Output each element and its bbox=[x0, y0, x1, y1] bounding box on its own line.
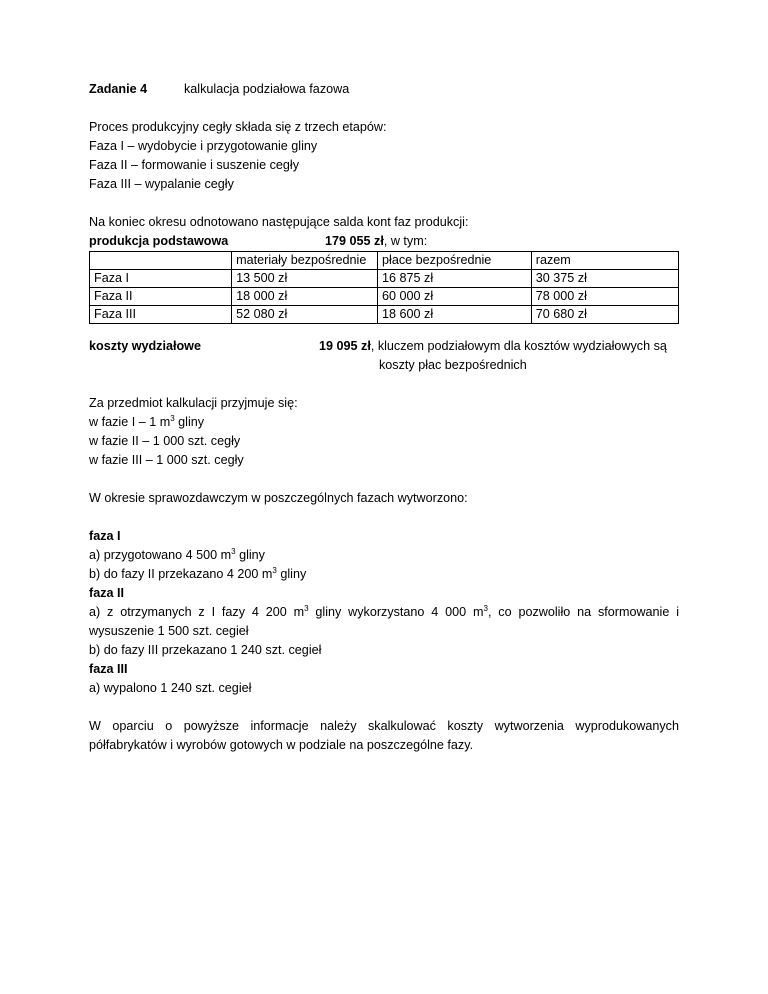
intro-line: Faza II – formowanie i suszenie cegły bbox=[89, 158, 299, 172]
document-page bbox=[89, 80, 679, 755]
phase-item: b) do fazy III przekazano 1 240 szt. cegieł bbox=[89, 643, 322, 657]
table-header-cell: razem bbox=[531, 252, 678, 270]
overhead-label: koszty wydziałowe bbox=[89, 339, 201, 353]
table-row bbox=[90, 306, 679, 324]
table-cell: 70 680 zł bbox=[531, 306, 678, 324]
table-header-cell: płace bezpośrednie bbox=[378, 252, 532, 270]
table-row bbox=[90, 270, 679, 288]
overhead-text: , kluczem podziałowym dla kosztów wydziałowych są bbox=[370, 339, 667, 353]
production-amount: 179 055 zł bbox=[325, 234, 384, 248]
calc-unit-line: w fazie I – 1 $m^3$ gliny bbox=[89, 414, 205, 429]
intro-line: Faza III – wypalanie cegły bbox=[89, 177, 234, 191]
production-label: produkcja podstawowa bbox=[89, 234, 229, 248]
task-instruction: W oparciu o powyższe informacje należy skalkulować koszty wytworzenia wyprodukowanych półfabrykatów i wyrobów gotowych w podziale na poszczególne fazy. bbox=[89, 719, 679, 752]
overhead-amount: 19 095 zł bbox=[319, 339, 371, 353]
table-cell: Faza I bbox=[90, 270, 232, 288]
table-cell: 52 080 zł bbox=[232, 306, 378, 324]
table-cell: Faza III bbox=[90, 306, 232, 324]
table-cell: 30 375 zł bbox=[531, 270, 678, 288]
table-cell: 16 875 zł bbox=[378, 270, 532, 288]
calc-unit-line: w fazie III – 1 000 szt. cegły bbox=[89, 453, 244, 467]
table-cell: 78 000 zł bbox=[531, 288, 678, 306]
calc-units-intro: Za przedmiot kalkulacji przyjmuje się: bbox=[89, 396, 298, 410]
phase-item: a) wypalono 1 240 szt. cegieł bbox=[89, 681, 252, 695]
table-header-cell: materiały bezpośrednie bbox=[232, 252, 378, 270]
table-row bbox=[90, 288, 679, 306]
task-topic: kalkulacja podziałowa fazowa bbox=[184, 82, 350, 96]
overhead-line bbox=[89, 337, 679, 375]
table-cell: Faza II bbox=[90, 288, 232, 306]
table-header-cell bbox=[90, 252, 232, 270]
task-number: Zadanie 4 bbox=[89, 82, 148, 96]
calc-unit-line: w fazie II – 1 000 szt. cegły bbox=[89, 434, 241, 448]
produced-intro: W okresie sprawozdawczym w poszczególnych fazach wytworzono: bbox=[89, 491, 468, 505]
phase-title: faza I bbox=[89, 529, 121, 543]
intro-line: Proces produkcyjny cegły składa się z trzech etapów: bbox=[89, 120, 387, 134]
phase-title: faza II bbox=[89, 586, 124, 600]
overhead-text-cont: koszty płac bezpośrednich bbox=[379, 358, 527, 372]
task-heading bbox=[89, 80, 679, 99]
production-suffix: , w tym: bbox=[383, 234, 428, 248]
phase-item: a) z otrzymanych z I fazy 4 200 $m^3$ gliny wykorzystano 4 000 $m^3$, co pozwoliło na sformowanie i wysuszenie 1 500 szt. cegieł bbox=[89, 604, 680, 638]
table-header-row bbox=[90, 252, 679, 270]
production-line bbox=[89, 232, 679, 251]
balances-intro: Na koniec okresu odnotowano następujące salda kont faz produkcji: bbox=[89, 215, 469, 229]
cost-table bbox=[89, 251, 679, 324]
phase-item: a) przygotowano 4 500 $m^3$ gliny bbox=[89, 547, 265, 562]
table-cell: 18 000 zł bbox=[232, 288, 378, 306]
intro-line: Faza I – wydobycie i przygotowanie gliny bbox=[89, 139, 318, 153]
table-cell: 18 600 zł bbox=[378, 306, 532, 324]
table-cell: 60 000 zł bbox=[378, 288, 532, 306]
phase-item: b) do fazy II przekazano 4 200 $m^3$ gliny bbox=[89, 566, 307, 581]
phase-title: faza III bbox=[89, 662, 128, 676]
table-cell: 13 500 zł bbox=[232, 270, 378, 288]
